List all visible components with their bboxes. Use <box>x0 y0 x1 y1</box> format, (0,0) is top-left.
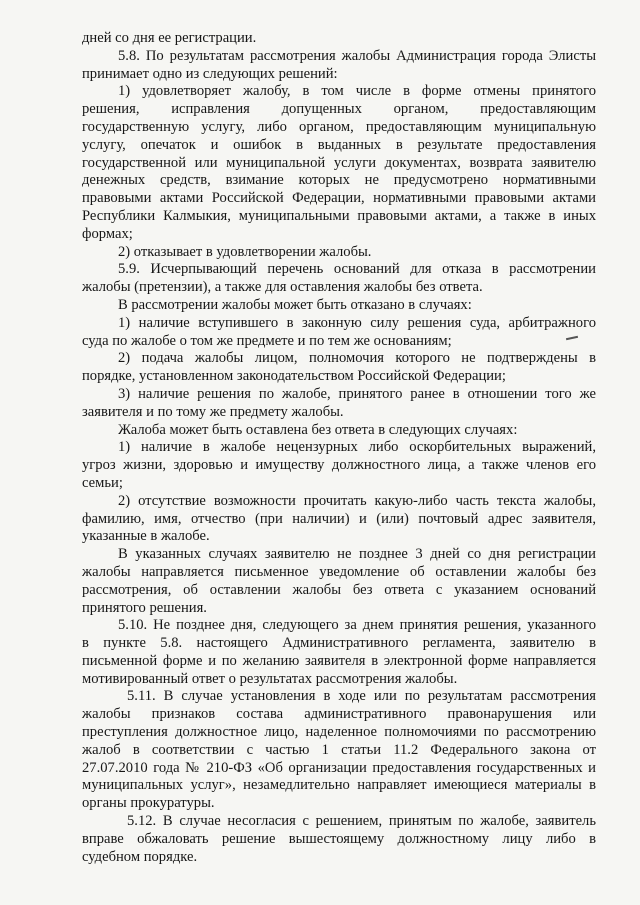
text-line: 3) наличие решения по жалобе, принятого ранее в отношении того же <box>118 385 596 402</box>
text-line: услугу, опечаток и ошибок в выданных в результате предоставления <box>82 136 596 153</box>
text-line: фамилию, имя, отчество (при наличии) и (или) почтовый адрес заявителя, <box>82 510 596 527</box>
text-line: 2) отказывает в удовлетворении жалобы. <box>118 243 372 260</box>
text-line: 1) наличие в жалобе нецензурных либо оскорбительных выражений, <box>118 439 596 456</box>
text-line: 27.07.2010 года № 210-ФЗ «Об организации предоставления государственных и <box>82 759 596 776</box>
text-line: рассмотрения, об оставлении жалобы без ответа с указанием оснований <box>82 581 596 598</box>
text-line: жалобы признаков состава административного правонарушения или <box>82 706 596 723</box>
text-line: 1) удовлетворяет жалобу, в том числе в форме отмены принятого <box>118 83 596 100</box>
text-line: 2) подача жалобы лицом, полномочия которого не подтверждены в <box>118 350 596 367</box>
text-line: жалоб в соответствии с частью 1 статьи 11.2 Федерального закона от <box>82 741 596 758</box>
text-line: 1) наличие вступившего в законную силу решения суда, арбитражного <box>118 314 596 331</box>
text-line: муниципальных услуг», незамедлительно направляет имеющиеся материалы в <box>82 777 596 794</box>
text-line: Республики Калмыкия, муниципальными правовыми актами, а также в иных <box>82 207 596 224</box>
text-line: 5.12. В случае несогласия с решением, принятым по жалобе, заявитель <box>127 813 596 830</box>
text-line: В указанных случаях заявителю не позднее 3 дней со дня регистрации <box>118 546 596 563</box>
text-line: правовыми актами Российской Федерации, нормативными правовыми актами <box>82 190 596 207</box>
document-body <box>82 30 596 866</box>
text-line: письменной форме и по желанию заявителя в электронной форме направляется <box>82 652 596 669</box>
text-line: Жалоба может быть оставлена без ответа в следующих случаях: <box>118 421 518 438</box>
text-line: жалобы направляется письменное уведомление об оставлении жалобы без <box>82 563 596 580</box>
text-line: 5.8. По результатам рассмотрения жалобы Администрация города Элисты <box>118 47 596 64</box>
text-line: 5.11. В случае установления в ходе или по результатам рассмотрения <box>127 688 596 705</box>
text-line: дней со дня ее регистрации. <box>82 30 257 46</box>
text-line: вправе обжаловать решение вышестоящему должностному лицу либо в <box>82 830 596 847</box>
text-line: денежных средств, взимание которых не предусмотрено нормативными <box>82 172 596 189</box>
text-line: 2) отсутствие возможности прочитать какую-либо часть текста жалобы, <box>118 492 596 509</box>
text-line: суда по жалобе о том же предмете и по тем же основаниям; <box>82 332 452 349</box>
text-line: принимает одно из следующих решений: <box>82 65 338 82</box>
text-line: в пункте 5.8. настоящего Административного регламента, заявителю в <box>82 635 596 652</box>
text-line: государственной или муниципальной услуги документах, возврата заявителю <box>82 154 596 171</box>
text-line: жалобы (претензии), а также для оставления жалобы без ответа. <box>82 279 483 296</box>
text-line: порядке, установленном законодательством Российской Федерации; <box>82 368 506 385</box>
text-line: указанные в жалобе. <box>82 528 210 545</box>
text-line: преступления должностное лицо, наделенное полномочиями по рассмотрению <box>82 724 596 741</box>
text-line: формах; <box>82 225 133 242</box>
text-line: принятого решения. <box>82 599 207 616</box>
text-line: В рассмотрении жалобы может быть отказано в случаях: <box>118 296 472 313</box>
text-line: государственную услугу, либо органом, предоставляющим муниципальную <box>82 118 596 135</box>
text-line: семьи; <box>82 474 123 491</box>
text-line: 5.9. Исчерпывающий перечень оснований для отказа в рассмотрении <box>118 261 596 278</box>
text-line: угроз жизни, здоровью и имуществу должностного лица, а также членов его <box>82 457 596 474</box>
text-line: судебном порядке. <box>82 848 198 865</box>
text-line: решения, исправления допущенных органом, предоставляющим <box>82 101 596 118</box>
text-line: 5.10. Не позднее дня, следующего за днем принятия решения, указанного <box>118 617 596 634</box>
text-line: заявителя и по тому же предмету жалобы. <box>82 403 344 420</box>
text-line: мотивированный ответ о результатах рассмотрения жалобы. <box>82 670 458 687</box>
text-line: органы прокуратуры. <box>82 795 215 812</box>
